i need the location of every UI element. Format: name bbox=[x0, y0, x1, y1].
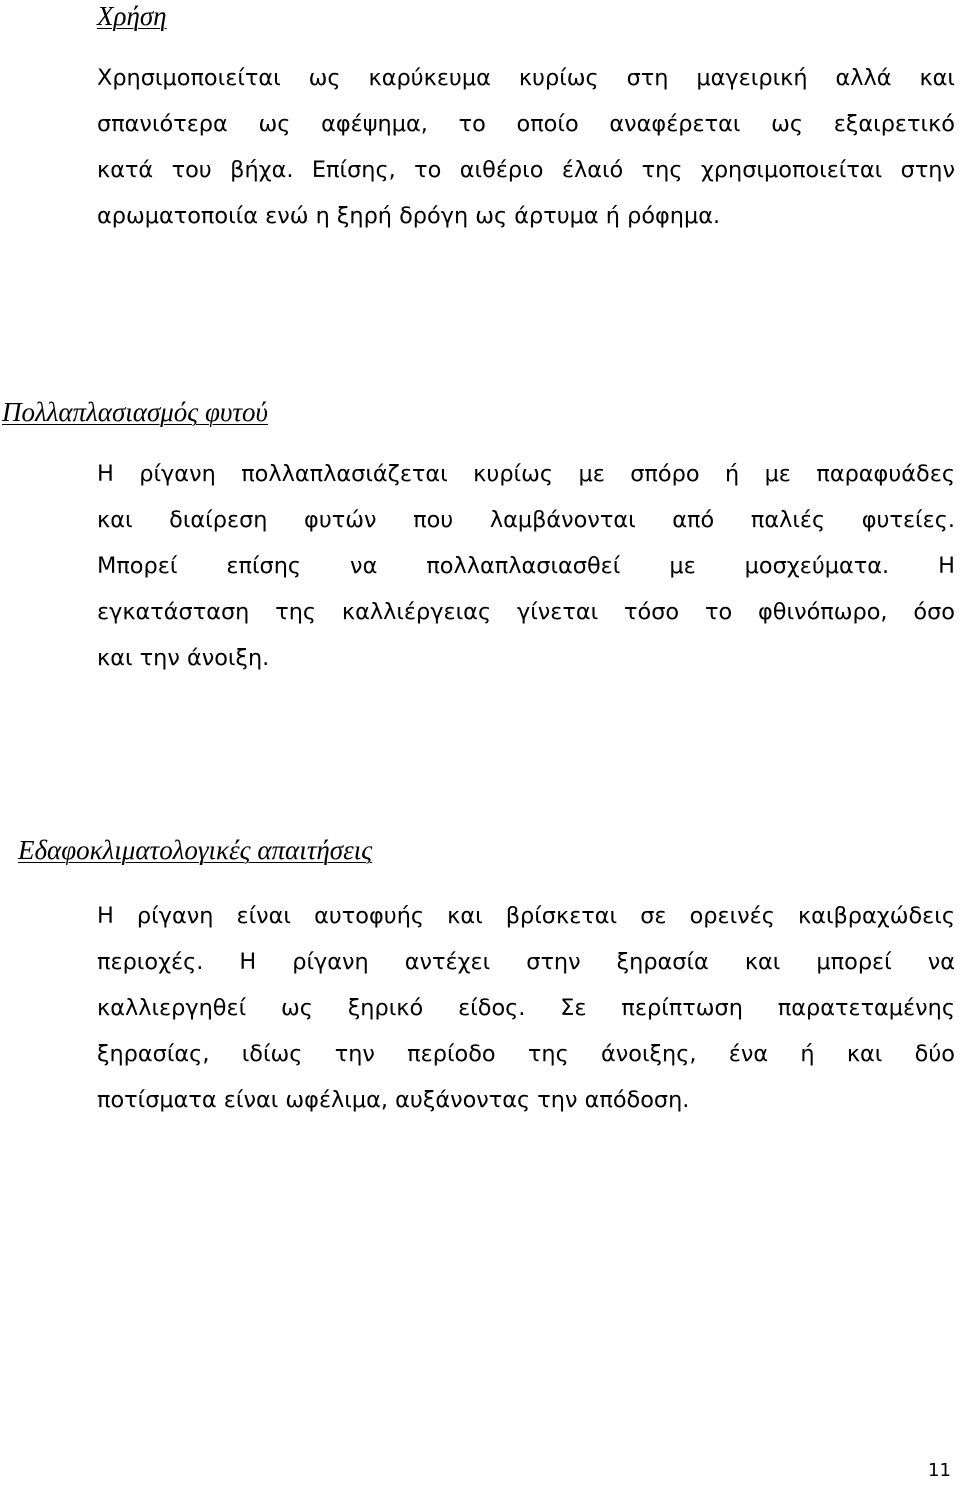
text-line: αρωματοποιία ενώ η ξηρή δρόγη ως άρτυμα ή ρόφημα. bbox=[97, 203, 721, 229]
text-line: και διαίρεση φυτών που λαμβάνονται από παλιές φυτείες. bbox=[97, 507, 955, 533]
text-line: περιοχές. Η ρίγανη αντέχει στην ξηρασία και μπορεί να bbox=[97, 949, 955, 975]
text-line: εγκατάσταση της καλλιέργειας γίνεται τόσο το φθινόπωρο, όσο bbox=[97, 599, 955, 625]
text-line: και την άνοιξη. bbox=[97, 645, 270, 671]
text-line: Μπορεί επίσης να πολλαπλασιασθεί με μοσχεύματα. Η bbox=[97, 553, 955, 579]
text-line: ποτίσματα είναι ωφέλιμα, αυξάνοντας την απόδοση. bbox=[97, 1087, 690, 1113]
text-line: κατά του βήχα. Επίσης, το αιθέριο έλαιό της χρησιμοποιείται στην bbox=[97, 157, 955, 183]
text-line: ξηρασίας, ιδίως την περίοδο της άνοιξης, ένα ή και δύο bbox=[97, 1041, 955, 1067]
heading-usage: Χρήση bbox=[97, 1, 167, 31]
text-line: Η ρίγανη είναι αυτοφυής και βρίσκεται σε ορεινές καιβραχώδεις bbox=[97, 903, 955, 929]
paragraph-usage bbox=[97, 55, 955, 239]
heading-soil-climate-requirements: Εδαφοκλιματολογικές απαιτήσεις bbox=[18, 835, 373, 865]
paragraph-propagation bbox=[97, 451, 955, 681]
text-line: Η ρίγανη πολλαπλασιάζεται κυρίως με σπόρο ή με παραφυάδες bbox=[97, 461, 955, 487]
text-line: καλλιεργηθεί ως ξηρικό είδος. Σε περίπτωση παρατεταμένης bbox=[97, 995, 955, 1021]
text-line: σπανιότερα ως αφέψημα, το οποίο αναφέρεται ως εξαιρετικό bbox=[97, 111, 955, 137]
paragraph-soil-climate-requirements bbox=[97, 893, 955, 1123]
text-line: Χρησιμοποιείται ως καρύκευμα κυρίως στη μαγειρική αλλά και bbox=[97, 65, 955, 91]
heading-propagation: Πολλαπλασιασμός φυτού bbox=[2, 397, 268, 427]
page-number: 11 bbox=[928, 1460, 951, 1481]
